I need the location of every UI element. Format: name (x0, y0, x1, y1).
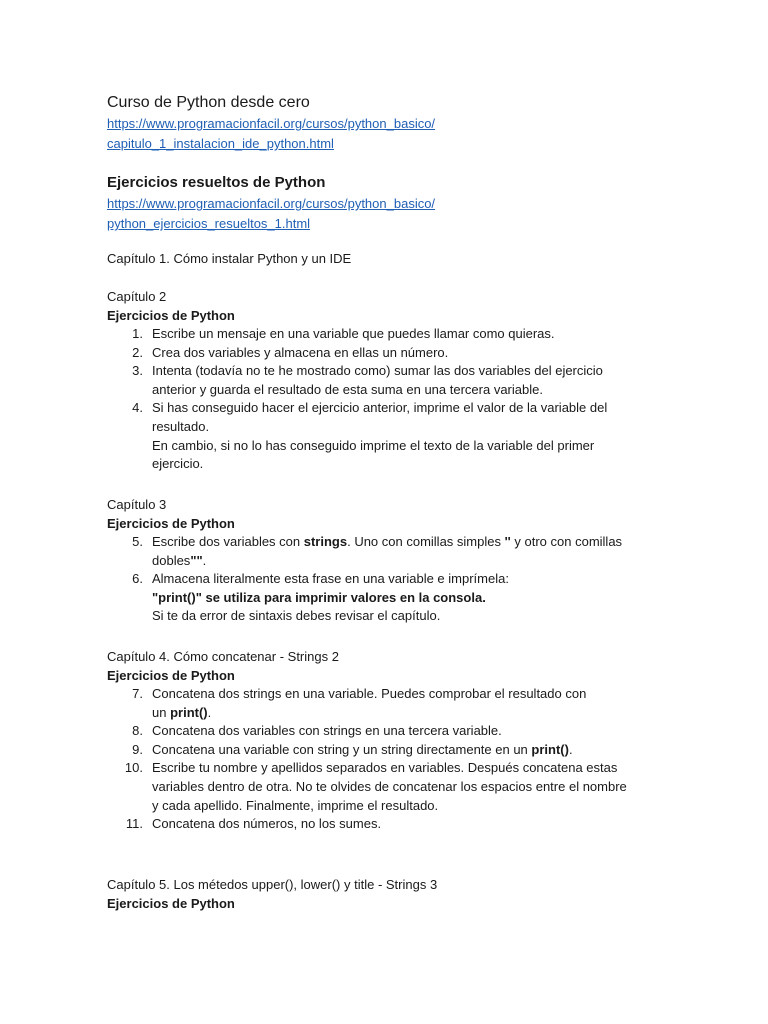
chapter-5-subtitle: Ejercicios de Python (107, 896, 235, 911)
chapter-4-title: Capítulo 4. Cómo concatenar - Strings 2 (107, 649, 339, 664)
exercises-link-line-2[interactable]: python_ejercicios_resueltos_1.html (107, 216, 311, 231)
list-item: 11. Concatena dos números, no los sumes. (125, 816, 382, 832)
list-item: 10. Escribe tu nombre y apellidos separados en variables. Después concatena estas variables dentro de otra. No te olvides de concatenar los espacios entre el nombre y cada apellido. Finalmente, imprime el resultado. (124, 760, 627, 813)
list-item: 4. Si has conseguido hacer el ejercicio anterior, imprime el valor de la variable del resultado. En cambio, si no lo has conseguido imprime el texto de la variable del primer ejercicio. (132, 400, 608, 472)
course-title: Curso de Python desde cero (107, 94, 310, 111)
list-item: 5. Escribe dos variables con strings. Uno con comillas simples '' y otro con comillas dobles"". (132, 534, 623, 568)
list-item: 6. Almacena literalmente esta frase en una variable e imprímela: "print()" se utiliza para imprimir valores en la consola. Si te da error de sintaxis debes revisar el capítulo. (132, 571, 509, 624)
course-section (107, 92, 667, 154)
exercises-link-line-1[interactable]: https://www.programacionfacil.org/cursos/python_basico/ (107, 196, 436, 211)
course-link-line-1[interactable]: https://www.programacionfacil.org/cursos/python_basico/ (107, 116, 436, 131)
chapter-4 (107, 647, 667, 834)
chapter-3-list (107, 533, 667, 626)
list-item: 9. Concatena una variable con string y un string directamente en un print(). (132, 741, 573, 757)
chapter-1-title: Capítulo 1. Cómo instalar Python y un IDE (107, 251, 352, 266)
chapter-3-subtitle: Ejercicios de Python (107, 516, 235, 531)
chapter-4-subtitle: Ejercicios de Python (107, 668, 235, 683)
chapter-4-list (107, 685, 667, 834)
chapter-2-list (107, 325, 667, 474)
exercises-section (107, 172, 667, 234)
chapter-3-title: Capítulo 3 (107, 497, 167, 512)
chapter-2-title: Capítulo 2 (107, 289, 167, 304)
chapter-5-title: Capítulo 5. Los métedos upper(), lower() y title - Strings 3 (107, 877, 438, 892)
chapter-1 (107, 249, 667, 268)
chapter-2-subtitle: Ejercicios de Python (107, 308, 235, 323)
list-item: 2. Crea dos variables y almacena en ellas un número. (132, 344, 449, 360)
list-item: 8. Concatena dos variables con strings en una tercera variable. (132, 723, 502, 739)
list-item: 1. Escribe un mensaje en una variable que puedes llamar como quieras. (132, 326, 555, 341)
list-item: 3. Intenta (todavía no te he mostrado como) sumar las dos variables del ejercicio anterior y guarda el resultado de esta suma en una tercera variable. (132, 363, 603, 397)
exercises-title: Ejercicios resueltos de Python (107, 174, 326, 191)
chapter-3 (107, 495, 667, 626)
list-item: 7. Concatena dos strings en una variable. Puedes comprobar el resultado con un print(). (132, 686, 587, 720)
chapter-5 (107, 875, 667, 913)
course-link-line-2[interactable]: capitulo_1_instalacion_ide_python.html (107, 136, 334, 151)
chapter-2 (107, 287, 667, 474)
